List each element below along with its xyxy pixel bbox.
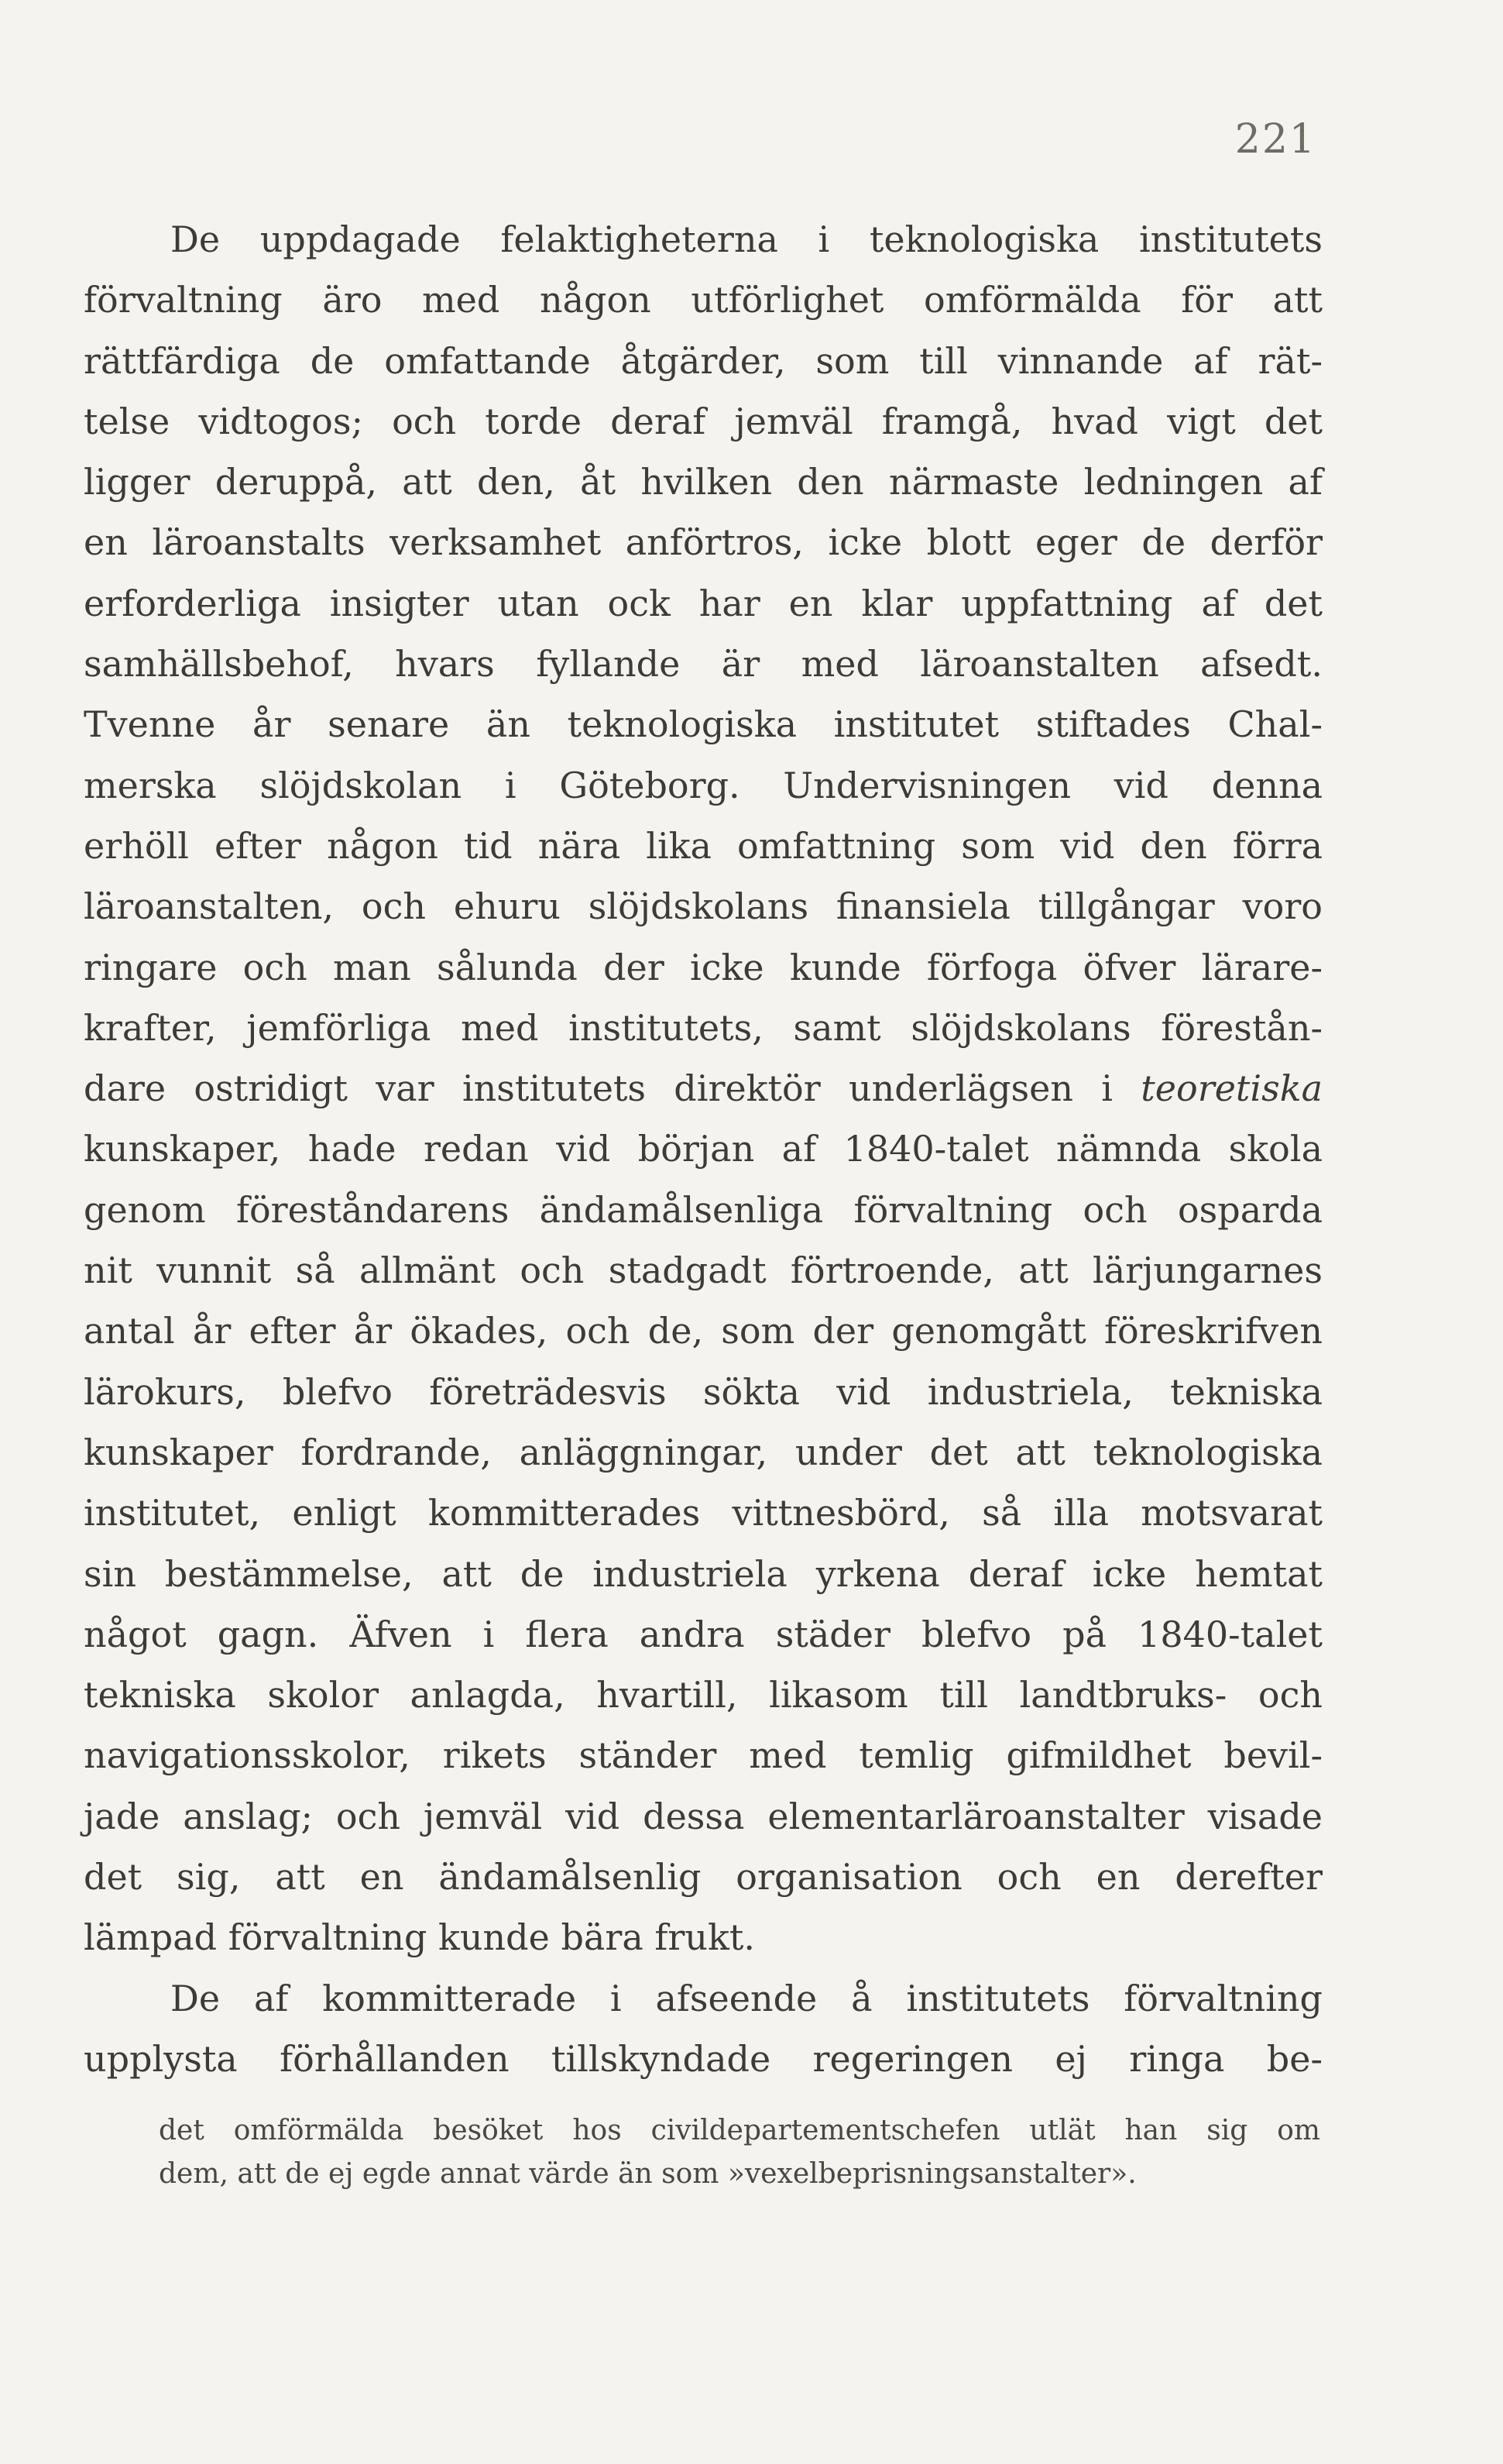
text-line: erforderliga insigter utan ock har en klar uppfattning af det — [84, 582, 1323, 624]
text-line: merska slöjdskolan i Göteborg. Undervisningen vid denna — [84, 764, 1323, 806]
text-line: kunskaper fordrande, anläggningar, under det att teknologiska — [84, 1431, 1323, 1473]
text-line: rättfärdiga de omfattande åtgärder, som till vinnande af rät- — [84, 339, 1323, 382]
text-line: telse vidtogos; och torde deraf jemväl framgå, hvad vigt det — [84, 400, 1323, 442]
page-number: 221 — [1234, 116, 1316, 163]
footnote-line: det omförmälda besöket hos civildepartementschefen utlät han sig om — [159, 2115, 1320, 2146]
italic-word: teoretiska — [1141, 1067, 1323, 1110]
text-line: De af kommitterade i afseende å institutets förvaltning — [170, 1977, 1323, 2019]
text-line: något gagn. Äfven i flera andra städer blefvo på 1840-talet — [84, 1613, 1323, 1655]
text-segment: dare ostridigt var institutets direktör underlägsen i — [84, 1067, 1113, 1110]
text-line: upplysta förhållanden tillskyndade regeringen ej ringa be- — [84, 2037, 1323, 2080]
text-line: Tvenne år senare än teknologiska institutet stiftades Chal- — [84, 703, 1323, 746]
text-line: antal år efter år ökades, och de, som der genomgått föreskrifven — [84, 1310, 1323, 1352]
text-line: krafter, jemförliga med institutets, samt slöjdskolans förestån- — [84, 1006, 1323, 1049]
text-line: en läroanstalts verksamhet anförtros, icke blott eger de derför — [84, 521, 1323, 564]
text-line: ligger deruppå, att den, åt hvilken den närmaste ledningen af — [84, 461, 1323, 503]
text-line: jade anslag; och jemväl vid dessa elementarläroanstalter visade — [84, 1795, 1323, 1837]
text-line: navigationsskolor, rikets ständer med temlig gifmildhet bevil- — [84, 1734, 1323, 1777]
text-line: lärokurs, blefvo företrädesvis sökta vid industriela, tekniska — [84, 1370, 1323, 1413]
footnote-line: dem, att de ej egde annat värde än som »vexelbeprisningsanstalter». — [159, 2158, 1137, 2190]
footnote — [159, 2109, 1320, 2196]
text-line: De uppdagade felaktigheterna i teknologiska institutets — [170, 218, 1323, 260]
text-line: genom föreståndarens ändamålsenliga förvaltning och osparda — [84, 1188, 1323, 1231]
text-line: nit vunnit så allmänt och stadgadt förtroende, att lärjungarnes — [84, 1249, 1323, 1292]
text-line: förvaltning äro med någon utförlighet omförmälda för att — [84, 279, 1323, 321]
text-line: erhöll efter någon tid nära lika omfattning som vid den förra — [84, 824, 1323, 867]
text-line: lämpad förvaltning kunde bära frukt. — [84, 1916, 755, 1959]
text-line-with-italic — [84, 1058, 1323, 1119]
text-line: sin bestämmelse, att de industriela yrkena deraf icke hemtat — [84, 1552, 1323, 1595]
text-line: det sig, att en ändamålsenlig organisation och en derefter — [84, 1856, 1323, 1899]
text-line: institutet, enligt kommitterades vittnesbörd, så illa motsvarat — [84, 1492, 1323, 1534]
text-line: ringare och man sålunda der icke kunde förfoga öfver lärare- — [84, 946, 1323, 988]
text-line: tekniska skolor anlagda, hvartill, likasom till landtbruks- och — [84, 1674, 1323, 1717]
text-line: kunskaper, hade redan vid början af 1840-talet nämnda skola — [84, 1128, 1323, 1170]
text-line: samhällsbehof, hvars fyllande är med läroanstalten afsedt. — [84, 643, 1323, 686]
text-line: läroanstalten, och ehuru slöjdskolans finansiela tillgångar voro — [84, 885, 1323, 928]
body-text — [84, 209, 1323, 2089]
